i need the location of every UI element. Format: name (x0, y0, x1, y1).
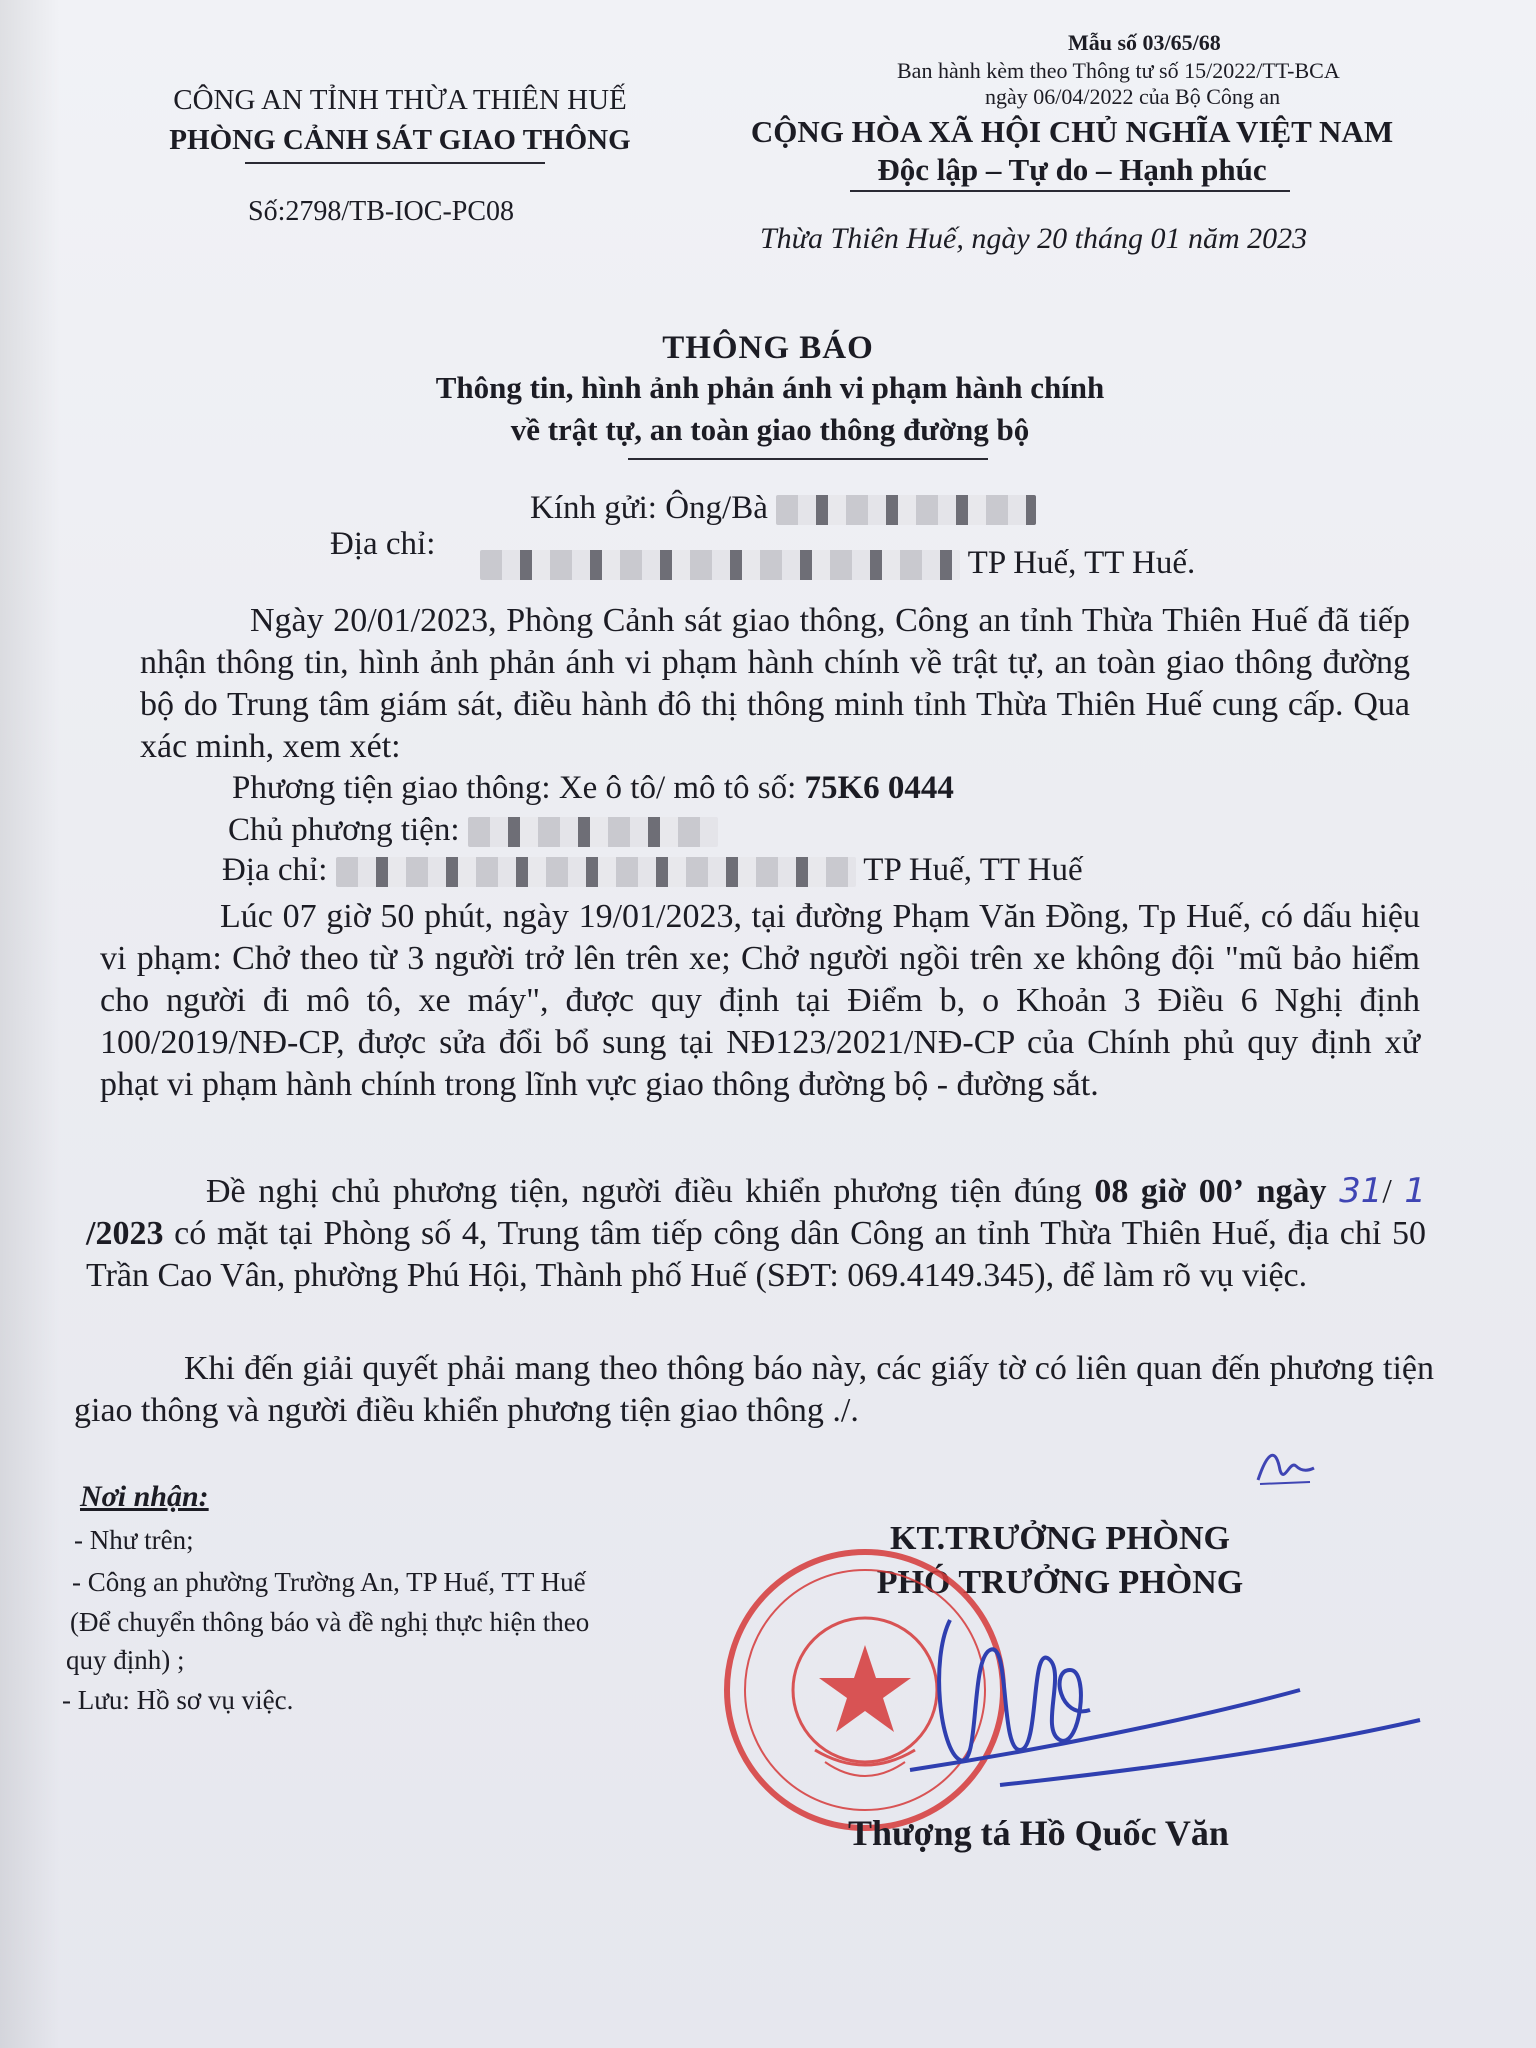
recipient-line (530, 490, 1036, 527)
document-number: Số:2798/TB-IOC-PC08 (248, 196, 515, 227)
redacted-address (480, 550, 960, 580)
signature-title-2: PHÓ TRƯỞNG PHÒNG (876, 1564, 1244, 1601)
vehicle-line (232, 770, 954, 807)
nation-motto: Độc lập – Tự do – Hạnh phúc (877, 152, 1267, 187)
owner-address-suffix: TP Huế, TT Huế (863, 852, 1083, 888)
appointment-day-label: ngày (1256, 1173, 1327, 1210)
form-number: Mẫu số 03/65/68 (1068, 30, 1221, 55)
form-issued-line1: Ban hành kèm theo Thông tư số 15/2022/TT-BCA (897, 58, 1340, 83)
initials-mark (1250, 1440, 1320, 1490)
place-date: Thừa Thiên Huế, ngày 20 tháng 01 năm 2023 (760, 222, 1308, 255)
recipients-title: Nơi nhận: (80, 1480, 209, 1513)
document-subtitle-2: về trật tự, an toàn giao thông đường bộ (510, 412, 1030, 447)
handwritten-signature (890, 1600, 1430, 1800)
title-underline (628, 458, 988, 460)
agency-underline (245, 162, 545, 164)
agency-line1: CÔNG AN TỈNH THỪA THIÊN HUẾ (173, 84, 627, 116)
paragraph-closing: Khi đến giải quyết phải mang theo thông báo này, các giấy tờ có liên quan đến phương tiện giao thông và người điều khiển phương tiện giao thông ./. (74, 1350, 1434, 1429)
signature-title-1: KT.TRƯỞNG PHÒNG (890, 1520, 1230, 1557)
body-paragraph-3 (86, 1170, 1426, 1297)
handwritten-day: 31 (1339, 1171, 1383, 1211)
body-paragraph-1 (140, 600, 1410, 768)
address-suffix: TP Huế, TT Huế. (967, 545, 1196, 581)
document-subtitle-1: Thông tin, hình ảnh phản ánh vi phạm hành chính (435, 370, 1105, 405)
owner-line (228, 812, 718, 849)
recipient-item-1: - Như trên; (74, 1525, 194, 1555)
paper-shadow (0, 0, 60, 2048)
redacted-owner (468, 817, 718, 847)
handwritten-month: 1 (1404, 1171, 1426, 1211)
owner-address-line (222, 852, 1083, 889)
signer-name: Thượng tá Hồ Quốc Văn (848, 1813, 1229, 1853)
recipient-item-5: - Lưu: Hồ sơ vụ việc. (62, 1685, 294, 1715)
recipient-item-3: (Để chuyển thông báo và đề nghị thực hiện theo (70, 1607, 590, 1637)
paragraph-intro: Ngày 20/01/2023, Phòng Cảnh sát giao thông, Công an tỉnh Thừa Thiên Huế đã tiếp nhận thông tin, hình ảnh phản ánh vi phạm hành chính về trật tự, an toàn giao thông đường bộ do Trung tâm giám sát, điều hành đô thị thông minh tỉnh Thừa Thiên Huế cung cấp. Qua xác minh, xem xét: (140, 602, 1410, 765)
redacted-name (776, 495, 1036, 525)
nation-line1: CỘNG HÒA XÃ HỘI CHỦ NGHĨA VIỆT NAM (750, 114, 1394, 149)
recipient-item-2: - Công an phường Trường An, TP Huế, TT Huế (72, 1567, 586, 1597)
license-plate: 75K6 0444 (804, 770, 954, 806)
paragraph-violation: Lúc 07 giờ 50 phút, ngày 19/01/2023, tại đường Phạm Văn Đồng, Tp Huế, có dấu hiệu vi phạm: Chở theo từ 3 người trở lên trên xe; Chở người ngồi trên xe không đội "mũ bảo hiểm cho người đi mô tô, xe máy", được quy định tại Điểm b, o Khoản 3 Điều 6 Nghị định 100/2019/NĐ-CP, được sửa đổi bổ sung tại NĐ123/2021/NĐ-CP của Chính phủ quy định xử phạt vi phạm hành chính trong lĩnh vực giao thông đường bộ - đường sắt. (100, 898, 1420, 1103)
appointment-year: /2023 (86, 1215, 164, 1252)
recipient-item-4: quy định) ; (66, 1645, 185, 1675)
appointment-text-a: Đề nghị chủ phương tiện, người điều khiển phương tiện đúng (206, 1173, 1082, 1210)
document-title: THÔNG BÁO (662, 330, 874, 366)
recipient-label: Kính gửi: Ông/Bà (530, 490, 768, 526)
agency-line2: PHÒNG CẢNH SÁT GIAO THÔNG (169, 124, 631, 156)
recipient-address-redacted-row (480, 545, 1195, 582)
address-label: Địa chỉ: (330, 526, 436, 562)
redacted-owner-address (336, 857, 856, 887)
body-paragraph-4 (74, 1348, 1434, 1432)
paragraph-appointment: Đề nghị chủ phương tiện, người điều khiển phương tiện đúng 08 giờ 00’ ngày 31/ 1 /2023 có mặt tại Phòng số 4, Trung tâm tiếp công dân Công an tỉnh Thừa Thiên Huế, địa chỉ 50 Trần Cao Vân, phường Phú Hội, Thành phố Huế (SĐT: 069.4149.345), để làm rõ vụ việc. (86, 1171, 1427, 1294)
motto-underline (850, 190, 1290, 192)
owner-label: Chủ phương tiện: (228, 812, 460, 848)
vehicle-label: Phương tiện giao thông: Xe ô tô/ mô tô số: (232, 770, 797, 806)
body-paragraph-2 (100, 896, 1420, 1106)
appointment-time: 08 giờ 00’ (1094, 1173, 1245, 1210)
recipient-address-line (330, 526, 435, 563)
form-issued-line2: ngày 06/04/2022 của Bộ Công an (985, 84, 1281, 109)
appointment-text-b: có mặt tại Phòng số 4, Trung tâm tiếp công dân Công an tỉnh Thừa Thiên Huế, địa chỉ 50 Trần Cao Vân, phường Phú Hội, Thành phố Huế (SĐT: 069.4149.345), để làm rõ vụ việc. (86, 1215, 1427, 1294)
owner-address-label: Địa chỉ: (222, 852, 328, 888)
